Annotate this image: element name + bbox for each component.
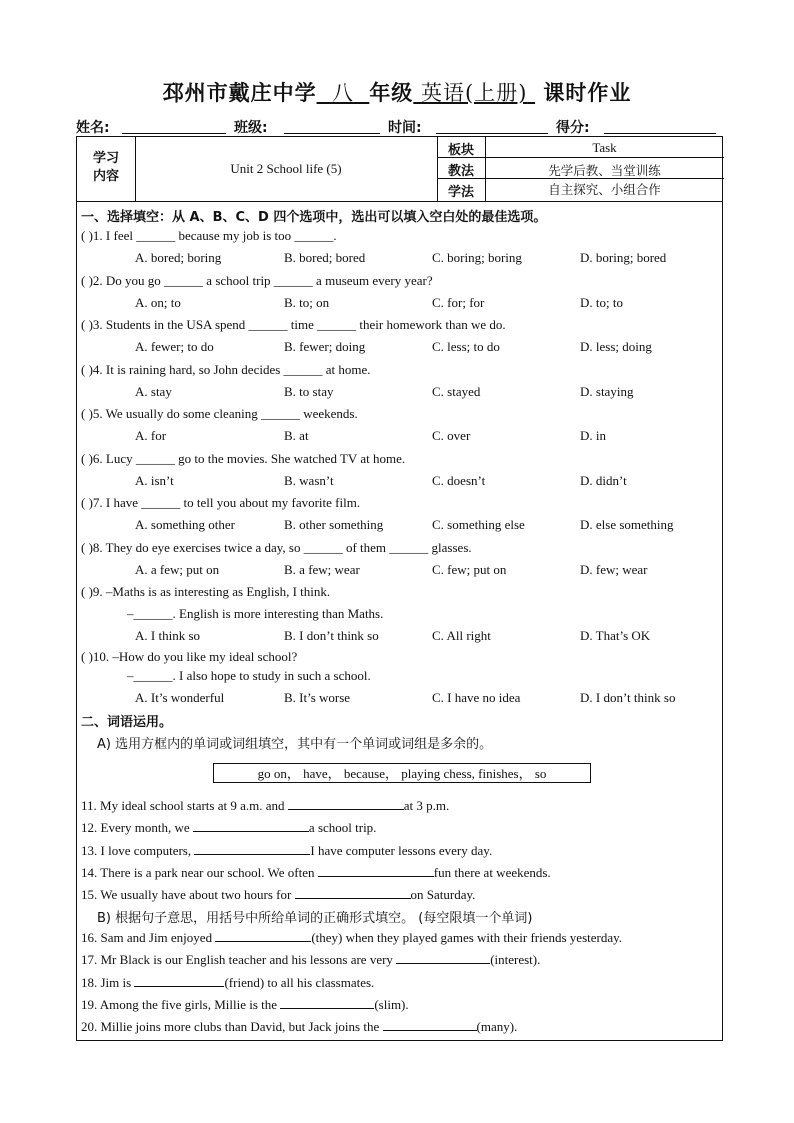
fill-item-text: a school trip. bbox=[308, 820, 377, 836]
fill-item bbox=[81, 996, 409, 1013]
question-stem: ( )7. I have ______ to tell you about my favorite film. bbox=[81, 495, 361, 510]
question-stem: ( )4. It is raining hard, so John decides ______ at home. bbox=[81, 362, 371, 377]
option-c[interactable]: C. stayed bbox=[432, 384, 481, 399]
option-c[interactable]: C. for; for bbox=[432, 295, 485, 310]
grade-value: 八 bbox=[331, 81, 354, 105]
option-c[interactable]: C. doesn’t bbox=[432, 473, 486, 488]
option-b[interactable]: B. I don’t think so bbox=[284, 628, 379, 643]
question-stem-line2: –______. I also hope to study in such a school. bbox=[127, 668, 371, 683]
class-label: 班级: bbox=[234, 120, 268, 136]
question-stem: ( )2. Do you go ______ a school trip ______ a museum every year? bbox=[81, 273, 433, 288]
option-b[interactable]: B. a few; wear bbox=[284, 562, 360, 577]
worksheet-table bbox=[76, 136, 723, 1041]
fill-item-text: 18. Jim is bbox=[81, 974, 135, 990]
option-a[interactable]: A. something other bbox=[135, 517, 236, 532]
question-stem: ( )6. Lucy ______ go to the movies. She watched TV at home. bbox=[81, 451, 406, 466]
fill-item-text: 20. Millie joins more clubs than David, but Jack joins the bbox=[81, 1019, 383, 1035]
fill-item-text: I have computer lessons every day. bbox=[310, 842, 493, 858]
option-b[interactable]: B. other something bbox=[284, 517, 384, 532]
fill-item bbox=[81, 1018, 517, 1035]
option-b[interactable]: B. at bbox=[284, 428, 309, 443]
page-title bbox=[0, 77, 794, 107]
option-c[interactable]: C. few; put on bbox=[432, 562, 507, 577]
option-b[interactable]: B. fewer; doing bbox=[284, 339, 366, 354]
option-b[interactable]: B. to; on bbox=[284, 295, 330, 310]
option-a[interactable]: A. stay bbox=[135, 384, 172, 399]
section2-title: 二、词语运用。 bbox=[81, 715, 173, 730]
question-stem: ( )3. Students in the USA spend ______ time ______ their homework than we do. bbox=[81, 317, 506, 332]
option-c[interactable]: C. I have no idea bbox=[432, 690, 521, 705]
fill-item-text: (many). bbox=[476, 1019, 518, 1035]
fill-item bbox=[81, 864, 551, 881]
word-box: go on， have， because， playing chess, finishes， so bbox=[213, 763, 591, 783]
teach-method-label: 教法 bbox=[447, 164, 474, 179]
option-d[interactable]: D. I don’t think so bbox=[580, 690, 676, 705]
fill-item-text: (interest). bbox=[490, 952, 541, 968]
question-stem: ( )8. They do eye exercises twice a day, so ______ of them ______ glasses. bbox=[81, 540, 472, 555]
option-d[interactable]: D. didn’t bbox=[580, 473, 627, 488]
answer-blank[interactable] bbox=[396, 951, 490, 964]
fill-item-text: 16. Sam and Jim enjoyed bbox=[81, 930, 216, 945]
study-content-label: 学习 内容 bbox=[92, 151, 119, 184]
subject-value: 英语(上册) bbox=[421, 81, 528, 105]
school-name: 邳州市戴庄中学 bbox=[162, 81, 317, 105]
fill-item-text: 11. My ideal school starts at 9 a.m. and bbox=[81, 798, 288, 813]
fill-item bbox=[81, 842, 492, 859]
answer-blank[interactable] bbox=[295, 886, 411, 899]
fill-item bbox=[81, 819, 376, 836]
answer-blank[interactable] bbox=[194, 842, 310, 855]
answer-blank[interactable] bbox=[134, 974, 224, 987]
fill-item-text: fun there at weekends. bbox=[433, 864, 551, 880]
part-b-instruction: B) 根据句子意思，用括号中所给单词的正确形式填空。 (每空限填一个单词) bbox=[97, 911, 533, 926]
option-a[interactable]: A. a few; put on bbox=[135, 562, 220, 577]
class-field[interactable] bbox=[284, 133, 380, 134]
option-d[interactable]: D. in bbox=[580, 428, 606, 443]
unit-title: Unit 2 School life (5) bbox=[230, 161, 342, 176]
answer-blank[interactable] bbox=[193, 819, 309, 832]
fill-item-text: 17. Mr Black is our English teacher and his lessons are very bbox=[81, 952, 397, 968]
question-stem: ( )9. –Maths is as interesting as English, I think. bbox=[81, 584, 331, 599]
option-d[interactable]: D. That’s OK bbox=[580, 628, 651, 643]
option-a[interactable]: A. isn’t bbox=[135, 473, 174, 488]
time-field[interactable] bbox=[436, 133, 548, 134]
option-a[interactable]: A. It’s wonderful bbox=[135, 690, 225, 705]
fill-item-text: 13. I love computers, bbox=[81, 842, 195, 858]
fill-item-text: 15. We usually have about two hours for bbox=[81, 887, 295, 903]
option-a[interactable]: A. I think so bbox=[135, 628, 200, 643]
learn-method-value: 自主探究、小组合作 bbox=[548, 182, 661, 197]
option-c[interactable]: C. All right bbox=[432, 628, 491, 643]
name-field[interactable] bbox=[122, 133, 226, 134]
answer-blank[interactable] bbox=[215, 929, 311, 942]
option-d[interactable]: D. to; to bbox=[580, 295, 623, 310]
answer-blank[interactable] bbox=[280, 996, 374, 1009]
option-b[interactable]: B. It’s worse bbox=[284, 690, 351, 705]
option-d[interactable]: D. else something bbox=[580, 517, 674, 532]
score-label: 得分: bbox=[556, 120, 590, 136]
option-d[interactable]: D. boring; bored bbox=[580, 250, 667, 265]
option-c[interactable]: C. over bbox=[432, 428, 471, 443]
fill-item bbox=[81, 797, 449, 814]
fill-item bbox=[81, 886, 475, 903]
fill-item bbox=[81, 929, 622, 946]
time-label: 时间: bbox=[388, 120, 422, 136]
question-stem: ( )1. I feel ______ because my job is too ______. bbox=[81, 228, 337, 243]
fill-item-text: on Saturday. bbox=[410, 887, 476, 903]
option-a[interactable]: A. for bbox=[135, 428, 167, 443]
option-c[interactable]: C. boring; boring bbox=[432, 250, 522, 265]
fill-item-text: 14. There is a park near our school. We often bbox=[81, 864, 318, 880]
option-d[interactable]: D. staying bbox=[580, 384, 634, 399]
option-b[interactable]: B. to stay bbox=[284, 384, 334, 399]
option-b[interactable]: B. bored; bored bbox=[284, 250, 366, 265]
fill-item bbox=[81, 951, 540, 968]
name-label: 姓名: bbox=[76, 120, 110, 136]
module-label: 板块 bbox=[447, 143, 474, 158]
option-b[interactable]: B. wasn’t bbox=[284, 473, 334, 488]
grade-label: 年级 bbox=[369, 81, 414, 105]
question-stem: ( )10. –How do you like my ideal school? bbox=[81, 649, 298, 664]
module-value: Task bbox=[592, 140, 617, 155]
homework-label: 课时作业 bbox=[543, 81, 632, 105]
lesson-header bbox=[77, 137, 722, 202]
fill-item-text: (friend) to all his classmates. bbox=[224, 974, 375, 990]
option-a[interactable]: A. on; to bbox=[135, 295, 181, 310]
answer-blank[interactable] bbox=[383, 1018, 477, 1031]
learn-method-label: 学法 bbox=[447, 185, 474, 200]
fill-item-text: 19. Among the five girls, Millie is the bbox=[81, 996, 281, 1012]
question-stem: ( )5. We usually do some cleaning ______ weekends. bbox=[81, 406, 358, 421]
option-c[interactable]: C. something else bbox=[432, 517, 525, 532]
answer-blank[interactable] bbox=[318, 864, 434, 877]
fill-item-text: (slim). bbox=[374, 996, 409, 1012]
fill-item-text: 12. Every month, we bbox=[81, 820, 193, 836]
student-info-line bbox=[76, 117, 726, 137]
fill-item bbox=[81, 974, 374, 991]
score-field[interactable] bbox=[604, 133, 716, 134]
option-c[interactable]: C. less; to do bbox=[432, 339, 500, 354]
fill-item-text: at 3 p.m. bbox=[403, 798, 450, 813]
option-d[interactable]: D. few; wear bbox=[580, 562, 648, 577]
option-a[interactable]: A. bored; boring bbox=[135, 250, 222, 265]
question-stem-line2: –______. English is more interesting than Maths. bbox=[127, 606, 384, 621]
answer-blank[interactable] bbox=[288, 797, 404, 810]
fill-item-text: (they) when they played games with their friends yesterday. bbox=[311, 930, 623, 945]
option-a[interactable]: A. fewer; to do bbox=[135, 339, 214, 354]
teach-method-value: 先学后教、当堂训练 bbox=[548, 163, 661, 178]
option-d[interactable]: D. less; doing bbox=[580, 339, 652, 354]
section1-title: 一、选择填空：从 A、B、C、D 四个选项中，选出可以填入空白处的最佳选项。 bbox=[81, 210, 547, 225]
part-a-instruction: A) 选用方框内的单词或词组填空，其中有一个单词或词组是多余的。 bbox=[97, 737, 493, 752]
